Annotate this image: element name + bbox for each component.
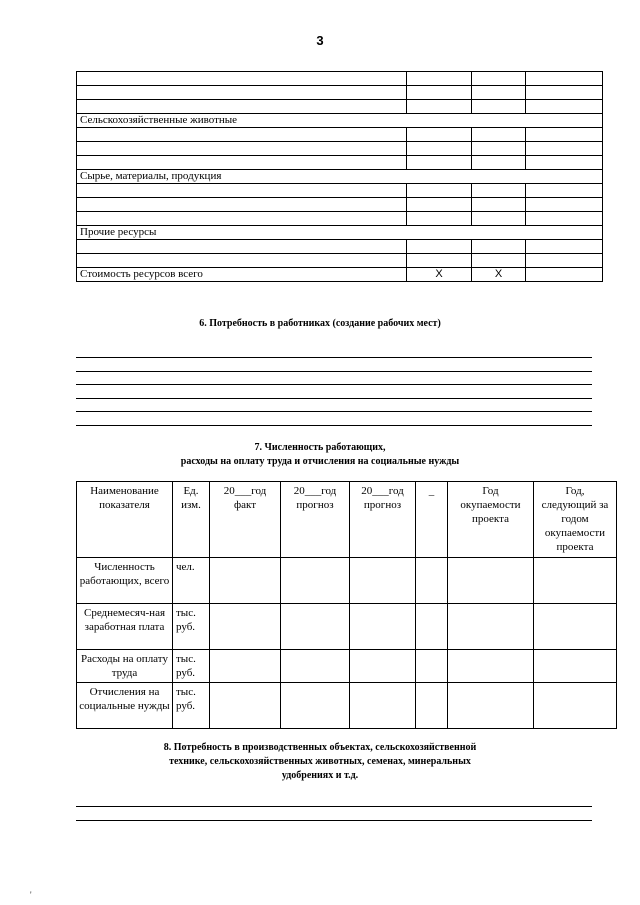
- row-unit: тыс. руб.: [173, 683, 210, 729]
- fill-line: [76, 384, 592, 385]
- fill-line: [76, 820, 592, 821]
- header-next-year: Год, следующий за годом окупаемости проекта: [534, 482, 617, 558]
- section7-title-line1: 7. Численность работающих,: [254, 442, 386, 453]
- table-row: [77, 184, 603, 198]
- header-row: [77, 482, 617, 558]
- fill-line: [76, 371, 592, 372]
- fill-line: [76, 806, 592, 807]
- table-row: [77, 650, 617, 683]
- page-number: 3: [316, 33, 324, 48]
- resources-table: [76, 71, 603, 282]
- section-row: [77, 226, 603, 240]
- corner-mark: ': [30, 890, 32, 900]
- header-year-forecast-2: 20___год прогноз: [350, 482, 416, 558]
- table-row: [77, 212, 603, 226]
- table-row: [77, 683, 617, 729]
- header-year-forecast-1: 20___год прогноз: [281, 482, 350, 558]
- row-name: Среднемесяч-ная заработная плата: [77, 604, 173, 650]
- row-name: Расходы на оплату труда: [77, 650, 173, 683]
- section-row: [77, 170, 603, 184]
- total-label: Стоимость ресурсов всего: [77, 268, 407, 282]
- table-row: [77, 72, 603, 86]
- section7-title: [0, 441, 640, 469]
- fill-line: [76, 357, 592, 358]
- table-row: [77, 240, 603, 254]
- section8-title-line2: технике, сельскохозяйственных животных, семенах, минеральных: [169, 756, 471, 767]
- section-row: [77, 114, 603, 128]
- section-label-other: Прочие ресурсы: [77, 226, 603, 240]
- staff-table: [76, 481, 617, 729]
- table-row: [77, 558, 617, 604]
- row-unit: чел.: [173, 558, 210, 604]
- row-unit: тыс. руб.: [173, 650, 210, 683]
- table-row: [77, 128, 603, 142]
- row-unit: тыс. руб.: [173, 604, 210, 650]
- table-row: [77, 198, 603, 212]
- header-unit: Ед. изм.: [173, 482, 210, 558]
- total-row: [77, 268, 603, 282]
- total-x-mark: X: [407, 268, 472, 282]
- header-payback-year: Год окупаемости проекта: [448, 482, 534, 558]
- table-row: [77, 100, 603, 114]
- fill-line: [76, 398, 592, 399]
- section-label-animals: Сельскохозяйственные животные: [77, 114, 603, 128]
- section8-title-line1: 8. Потребность в производственных объектах, сельскохозяйственной: [163, 742, 477, 753]
- table-row: [77, 156, 603, 170]
- row-name: Отчисления на социальные нужды: [77, 683, 173, 729]
- header-year-fact: 20___год факт: [210, 482, 281, 558]
- total-x-mark: X: [472, 268, 526, 282]
- section-label-materials: Сырье, материалы, продукция: [77, 170, 603, 184]
- table-row: [77, 142, 603, 156]
- header-blank: _: [416, 482, 448, 558]
- fill-line: [76, 425, 592, 426]
- section6-title: 6. Потребность в работниках (создание рабочих мест): [199, 318, 441, 329]
- section8-title-line3: удобрениях и т.д.: [281, 770, 359, 781]
- header-indicator: Наименование показателя: [77, 482, 173, 558]
- table-row: [77, 86, 603, 100]
- fill-line: [76, 411, 592, 412]
- table-row: [77, 254, 603, 268]
- section8-title: [0, 741, 640, 783]
- table-row: [77, 604, 617, 650]
- row-name: Численность работающих, всего: [77, 558, 173, 604]
- section7-title-line2: расходы на оплату труда и отчисления на социальные нужды: [180, 456, 460, 467]
